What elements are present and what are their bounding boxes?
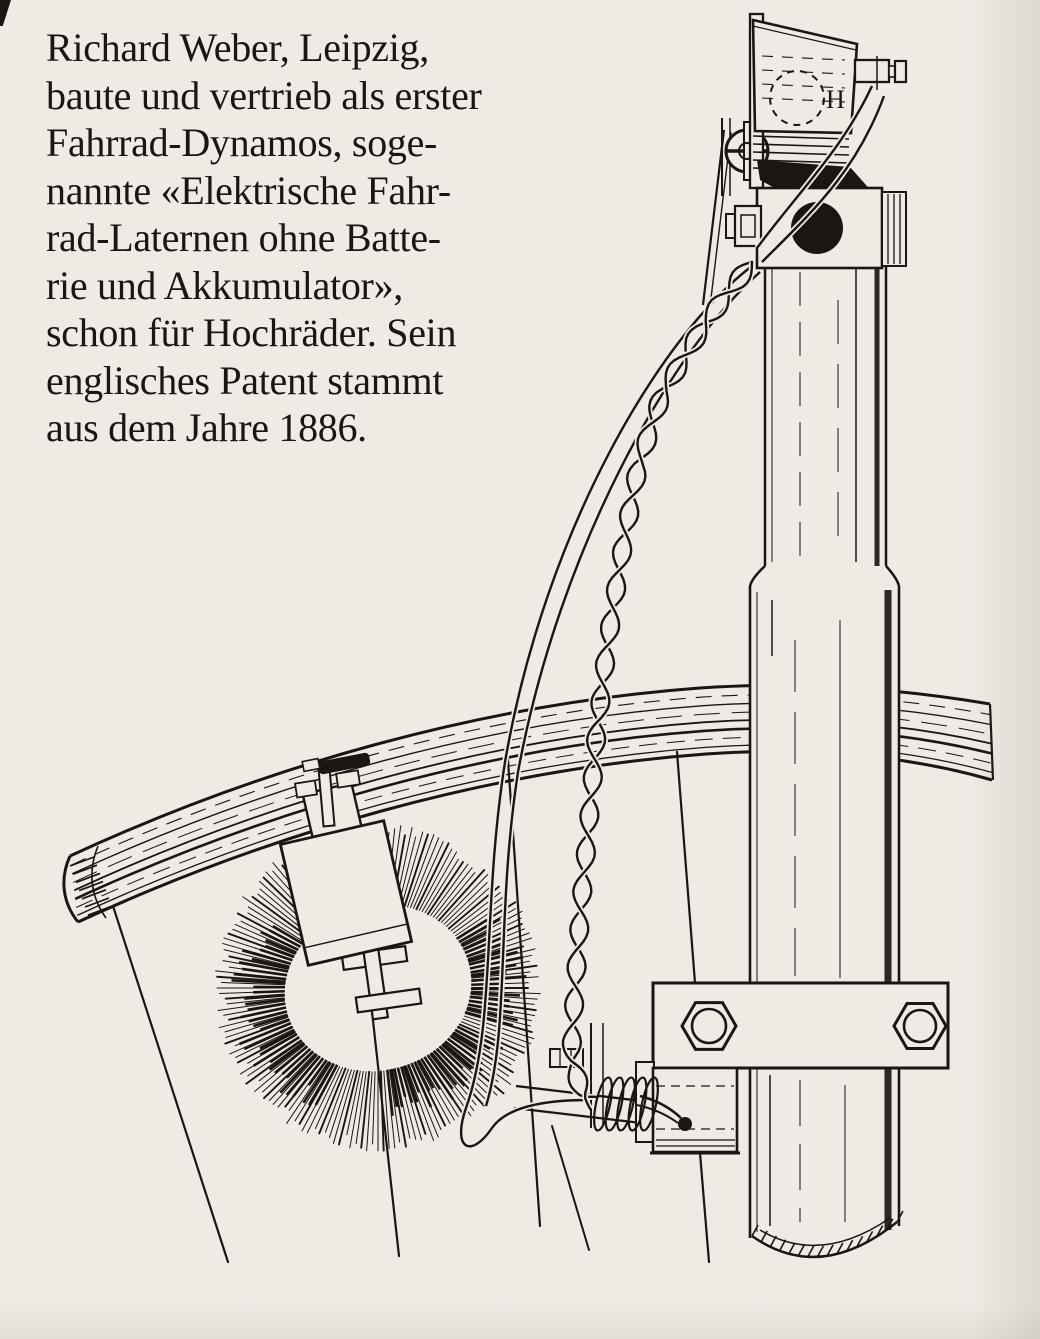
- caption-line: Richard Weber, Leipzig,: [46, 25, 429, 70]
- clamp-bolt-right: [894, 1004, 946, 1049]
- caption-line: rad-Laternen ohne Batte-: [46, 215, 441, 260]
- spoke: [552, 1126, 589, 1250]
- spoke: [700, 1153, 709, 1262]
- clamp-plate: [653, 983, 948, 1068]
- caption-line: schon für Hochräder. Sein: [46, 310, 457, 355]
- rim-right-end: [990, 704, 993, 780]
- lamp-knob: [855, 56, 906, 90]
- caption-line: rie und Akkumulator»,: [46, 262, 403, 308]
- caption-line: baute und vertrieb als erster: [46, 72, 482, 118]
- clamp-bolt-left: [682, 1003, 736, 1050]
- headlamp: [703, 14, 906, 307]
- lamp-wire: [486, 272, 760, 1106]
- lever-ball-end: [678, 1117, 692, 1131]
- caption-line: englisches Patent stammt: [46, 357, 444, 403]
- lamp-bracket: [726, 188, 906, 268]
- lamp-reflector-cup: [753, 20, 857, 133]
- fork-column: [750, 262, 903, 1266]
- lamp-interior-mark: H: [826, 85, 845, 114]
- spoke: [113, 906, 228, 1262]
- caption-line: aus dem Jahre 1886.: [46, 405, 367, 450]
- caption-line: nannte «Elektrische Fahr-: [46, 167, 451, 213]
- caption-line: Fahrrad-Dynamos, soge-: [46, 120, 438, 165]
